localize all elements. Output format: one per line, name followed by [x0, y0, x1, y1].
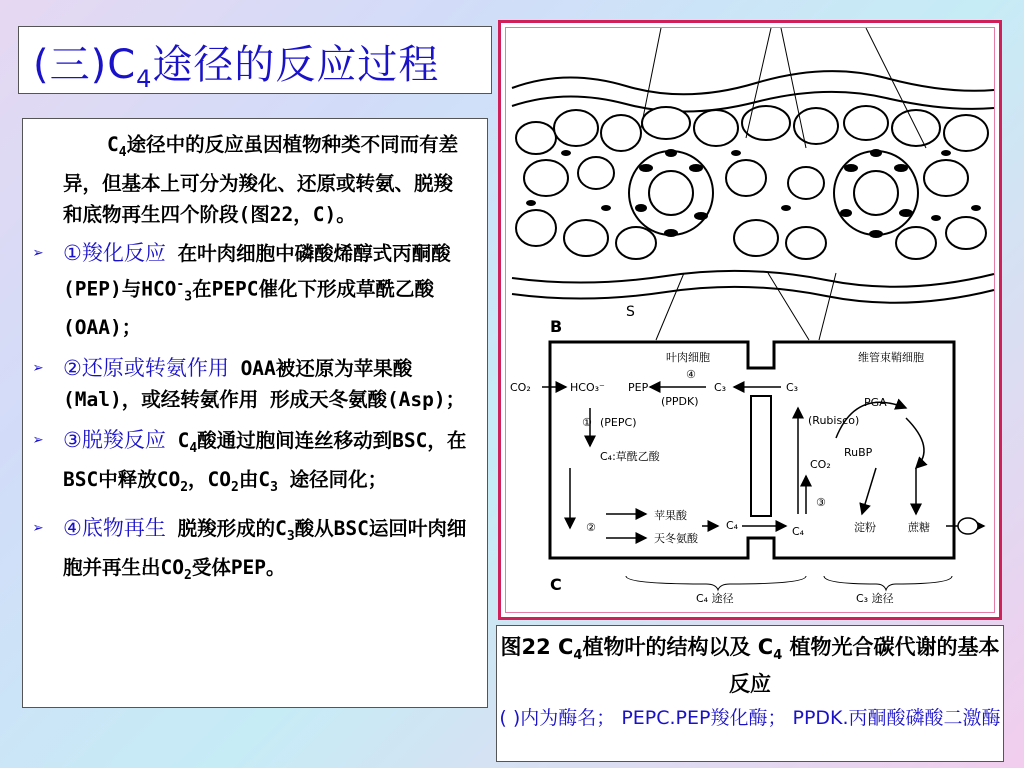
step2-label: ② [586, 521, 596, 534]
text-box [22, 118, 488, 708]
ppdk-label: (PPDK) [661, 395, 699, 408]
step1-label: ① [582, 416, 592, 429]
pep-label: PEP [628, 381, 649, 394]
c4-leaf-figure [506, 28, 1000, 618]
c4-path-label: C₄ 途径 [696, 592, 734, 605]
step4-label: ④ [686, 368, 696, 381]
bullet-arrow-icon: ➢ [33, 518, 44, 540]
c4-label-bsc: C₄ [792, 525, 805, 538]
starch-label: 淀粉 [854, 521, 876, 534]
label-s: S [626, 304, 635, 320]
bullet-arrow-icon: ➢ [33, 242, 44, 264]
bullet-reduction: ➢ ②还原或转氨作用 OAA被还原为苹果酸(Mal)，或经转氨作用 形成天冬氨酸(Asp)； [63, 353, 471, 415]
bullet-regeneration: ➢ ④底物再生 脱羧形成的$C_3$酸从BSC运回叶肉细胞并再生出$CO_2$受体PEP。 [63, 513, 471, 591]
bullet-carboxylation: ➢ ①羧化反应 在叶肉细胞中磷酸烯醇式丙酮酸(PEP)与$HCO^-_3$在PEPC催化下形成草酰乙酸(OAA)； [63, 238, 471, 343]
sieve-tube-icon [958, 518, 978, 534]
title-suffix: 途径的反应过程 [152, 42, 440, 88]
bullet-arrow-icon: ➢ [33, 358, 44, 380]
figure-panel [505, 27, 995, 613]
caption-line1: 图22 $C_4$植物叶的结构以及 $C_4$ 植物光合碳代谢的基本反应 [500, 635, 1000, 697]
page-title [33, 33, 439, 93]
hco3-label: HCO₃⁻ [570, 381, 605, 394]
c4-label-meso: C₄ [726, 519, 739, 532]
co2-label: CO₂ [510, 381, 531, 394]
title-prefix: (三)C [33, 42, 137, 88]
sucrose-label: 蔗糖 [908, 521, 930, 534]
mesophyll-label: 叶肉细胞 [666, 351, 710, 364]
asp-label: 天冬氨酸 [654, 532, 698, 545]
c3-label-meso: C₃ [714, 381, 727, 394]
figure-frame [498, 20, 1002, 620]
bullet-heading: ①羧化反应 [63, 240, 166, 265]
title-box [18, 26, 492, 94]
bullet-heading: ③脱羧反应 [63, 428, 166, 453]
bsc-label: 维管束鞘细胞 [858, 351, 924, 364]
intro-paragraph: $C_4$途径中的反应虽因植物种类不同而有差异，但基本上可分为羧化、还原或转氨、脱羧和底物再生四个阶段(图22，C)。 [63, 133, 459, 226]
rubp-label: RuBP [844, 446, 873, 459]
bullet-heading: ④底物再生 [63, 516, 166, 541]
label-c: C [550, 575, 562, 594]
label-b: B [550, 317, 563, 336]
title-subscript: 4 [136, 65, 153, 93]
step3-label: ③ [816, 496, 826, 509]
figure-caption [496, 625, 1004, 762]
pga-label: PGA [864, 396, 887, 409]
c3-label-bsc: C₃ [786, 381, 799, 394]
malate-label: 苹果酸 [654, 509, 687, 522]
co2-bsc-label: CO₂ [810, 458, 831, 471]
rubisco-label: (Rubisco) [808, 414, 860, 427]
caption-line2: ( )内为酶名； PEPC.PEP羧化酶； PPDK.丙酮酸磷酸二激酶 [499, 707, 1001, 730]
bullet-arrow-icon: ➢ [33, 430, 44, 452]
oaa-label: C₄:草酰乙酸 [600, 450, 660, 463]
path-braces [626, 576, 952, 590]
c3-path-label: C₃ 途径 [856, 592, 894, 605]
bullet-decarboxylation: ➢ ③脱羧反应 $C_4$酸通过胞间连丝移动到BSC，在BSC中释放$CO_2$，$CO_2$由$C_3$ 途径同化； [63, 425, 471, 503]
bullet-heading: ②还原或转氨作用 [63, 356, 229, 381]
pepc-label: (PEPC) [600, 416, 637, 429]
